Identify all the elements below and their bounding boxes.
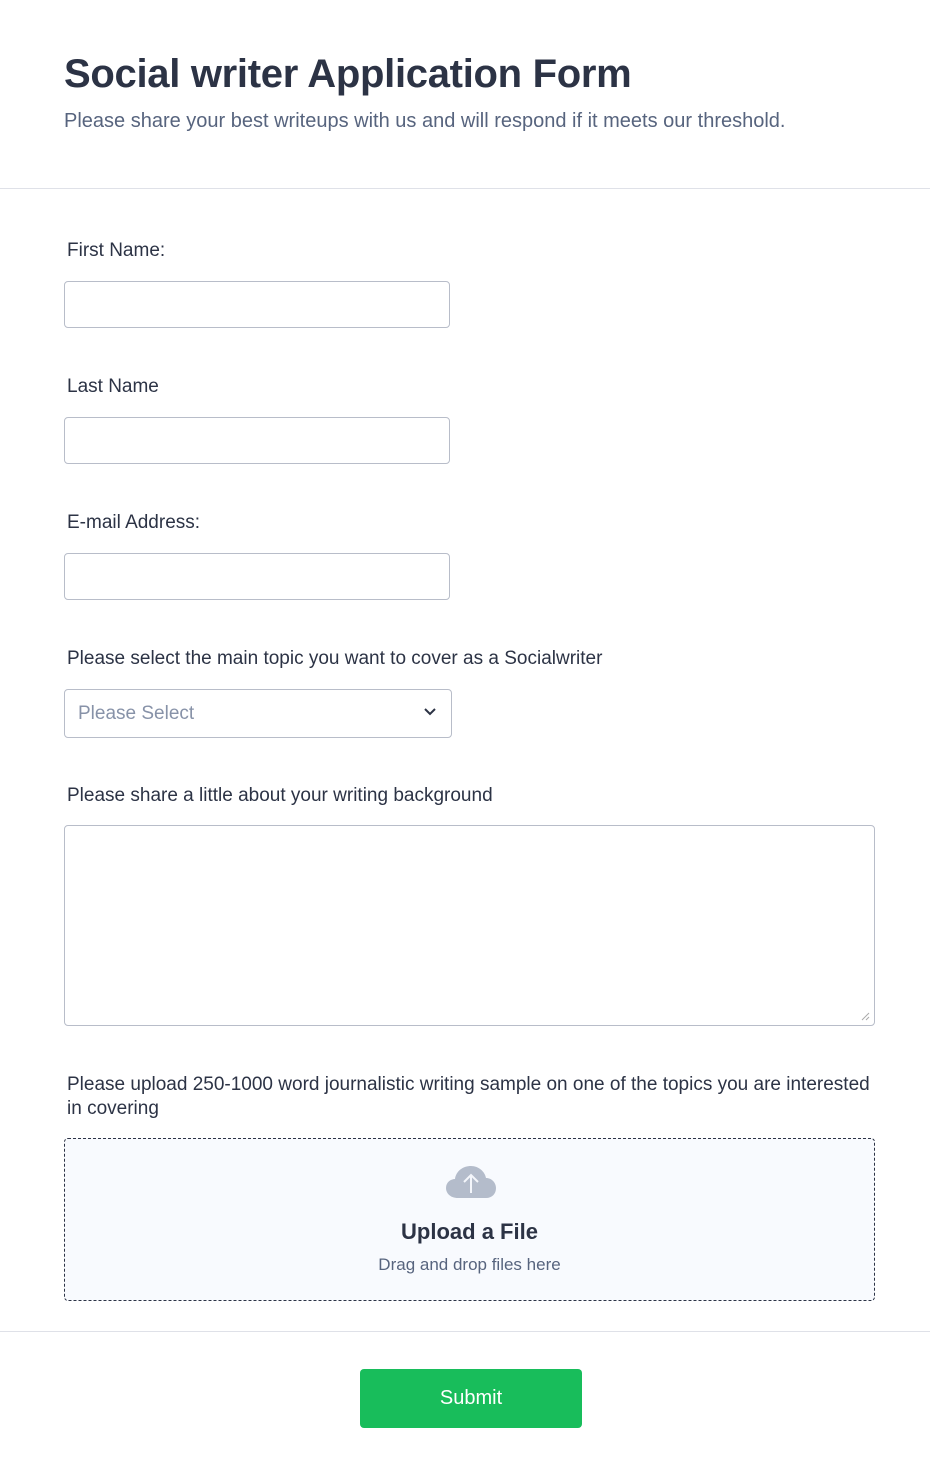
resize-handle-icon[interactable] [861, 1012, 870, 1021]
background-textarea[interactable] [64, 825, 875, 1026]
page-subtitle: Please share your best writeups with us and will respond if it meets our threshold. [64, 110, 786, 132]
page-title: Social writer Application Form [64, 52, 632, 96]
last-name-input[interactable] [64, 417, 450, 464]
upload-title: Upload a File [401, 1219, 538, 1244]
first-name-label: First Name: [67, 240, 166, 261]
topic-label: Please select the main topic you want to cover as a Socialwriter [67, 648, 603, 669]
file-upload-dropzone[interactable] [64, 1138, 875, 1301]
header-divider [0, 188, 930, 189]
topic-select-value: Please Select [78, 703, 195, 724]
background-label: Please share a little about your writing background [67, 785, 493, 806]
submit-button[interactable]: Submit [360, 1369, 582, 1428]
first-name-input[interactable] [64, 281, 450, 328]
email-input[interactable] [64, 553, 450, 600]
footer-divider [0, 1331, 930, 1332]
chevron-down-icon [423, 704, 437, 718]
upload-label: Please upload 250-1000 word journalistic writing sample on one of the topics you are interested in covering [67, 1074, 870, 1119]
last-name-label: Last Name [67, 376, 159, 397]
email-label: E-mail Address: [67, 512, 201, 533]
topic-select[interactable] [64, 689, 452, 738]
cloud-upload-icon [446, 1165, 496, 1199]
upload-hint: Drag and drop files here [378, 1255, 561, 1274]
